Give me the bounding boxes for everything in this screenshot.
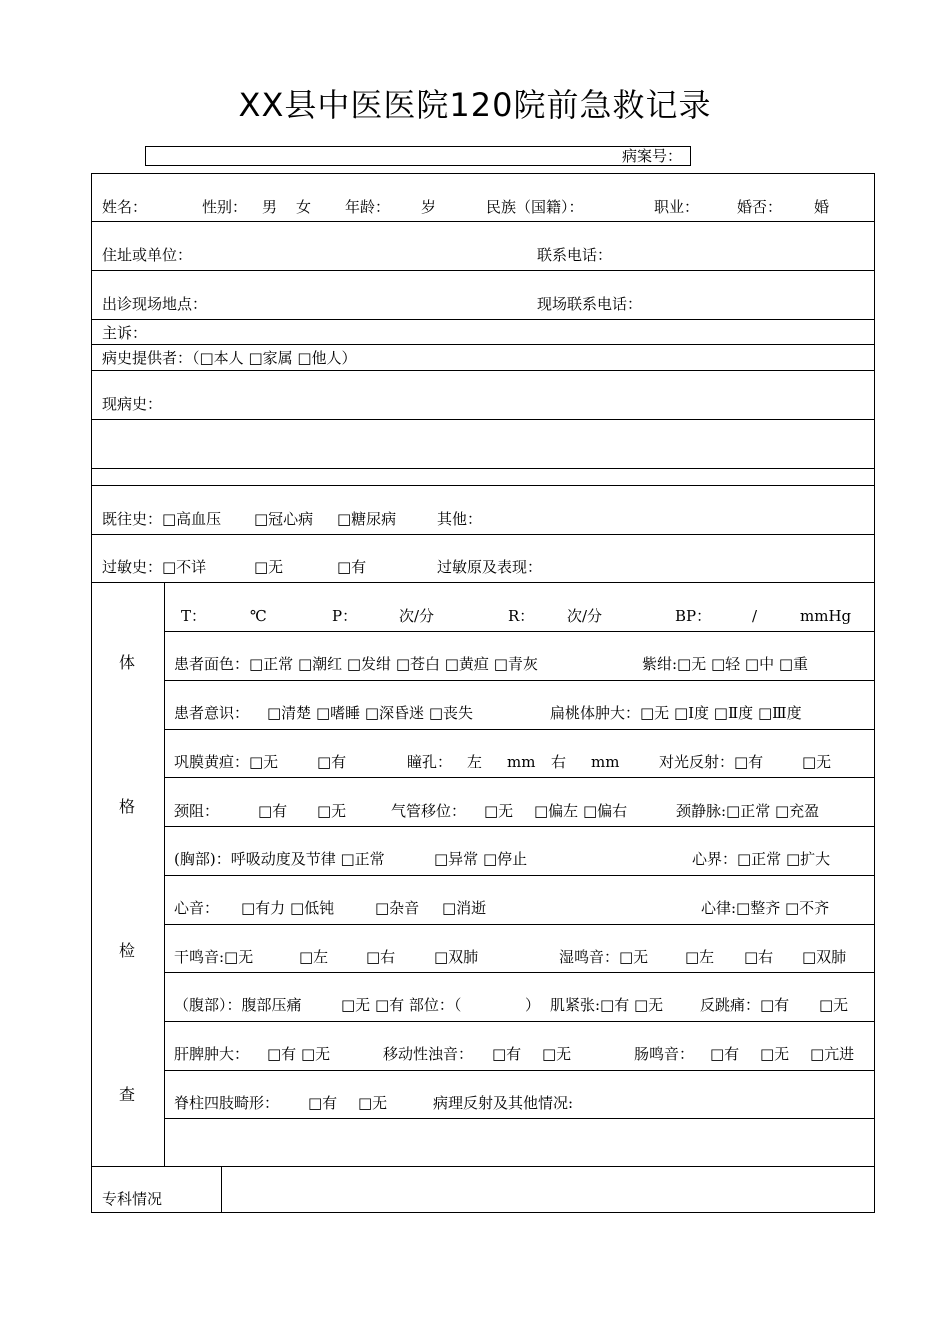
neck-stiffness-none[interactable]: □无: [317, 802, 347, 820]
bowel-sound-none[interactable]: □无: [760, 1045, 790, 1063]
heart-murmur-option[interactable]: □杂音: [375, 899, 420, 917]
dry-rale-left[interactable]: □左: [299, 948, 329, 966]
neck-stiffness-yes[interactable]: □有: [258, 802, 288, 820]
heart-border-options[interactable]: 心界：□正常 □扩大: [692, 850, 831, 868]
temperature-label: T：: [181, 607, 207, 625]
row-divider: [92, 319, 874, 320]
row-divider: [92, 221, 874, 222]
trachea-shift-none[interactable]: □无: [484, 802, 514, 820]
hepatosplenomegaly-label: 肝脾肿大：: [174, 1045, 250, 1063]
history-provider-options[interactable]: 病史提供者：（□本人 □家属 □他人）: [102, 349, 357, 367]
row-divider: [92, 534, 874, 535]
special-column-divider: [221, 1166, 222, 1212]
bp-label: BP：: [675, 607, 712, 625]
exam-side-label: 体: [119, 653, 136, 672]
exam-row-divider: [164, 680, 874, 681]
exam-row-divider: [164, 875, 874, 876]
pupil-right-label: 右: [551, 753, 567, 771]
abdomen-tenderness-label: （腹部）：腹部压痛: [174, 996, 302, 1014]
abdomen-site-close: ）: [525, 996, 541, 1014]
complaint-label: 主诉：: [102, 324, 148, 342]
allergy-unknown[interactable]: 过敏史：□不详: [102, 558, 207, 576]
exam-row-divider: [164, 1070, 874, 1071]
marital-label: 婚否：: [737, 198, 783, 216]
bp-slash: /: [752, 607, 758, 625]
exam-row-divider: [164, 777, 874, 778]
pupil-left-label: 左: [467, 753, 483, 771]
pupil-right-unit: mm: [591, 753, 620, 771]
light-reflex-yes[interactable]: 对光反射：□有: [659, 753, 764, 771]
site-phone-label: 现场联系电话：: [537, 295, 643, 313]
past-history-hypertension[interactable]: 既往史：□高血压: [102, 510, 222, 528]
pupil-label: 瞳孔：: [407, 753, 453, 771]
address-label: 住址或单位：: [102, 246, 193, 264]
name-label: 姓名：: [102, 198, 148, 216]
dry-rale-none[interactable]: 干鸣音:□无: [174, 948, 254, 966]
exam-row-divider: [164, 631, 874, 632]
shifting-dullness-none[interactable]: □无: [542, 1045, 572, 1063]
pulse-unit: 次/分: [399, 607, 435, 625]
row-divider: [92, 270, 874, 271]
age-label: 年龄：: [345, 198, 391, 216]
row-divider: [92, 1166, 874, 1167]
chest-breathing-normal[interactable]: (胸部)：呼吸动度及节律 □正常: [174, 850, 385, 868]
jugular-vein-options[interactable]: 颈静脉:□正常 □充盈: [676, 802, 820, 820]
heart-sound-options[interactable]: □有力 □低钝: [241, 899, 335, 917]
heart-rhythm-options[interactable]: 心律:□整齐 □不齐: [701, 899, 830, 917]
row-divider: [92, 582, 874, 583]
shifting-dullness-yes[interactable]: □有: [492, 1045, 522, 1063]
exam-row-divider: [164, 729, 874, 730]
emergency-record-form: [91, 173, 875, 1213]
shifting-dullness-label: 移动性浊音：: [383, 1045, 474, 1063]
exam-row-divider: [164, 924, 874, 925]
chest-breathing-options[interactable]: □异常 □停止: [434, 850, 528, 868]
consciousness-options[interactable]: □清楚 □嗜睡 □深昏迷 □丧失: [267, 704, 473, 722]
spine-deformity-yes[interactable]: □有: [308, 1094, 338, 1112]
bowel-sound-yes[interactable]: □有: [710, 1045, 740, 1063]
row-divider: [92, 468, 874, 469]
neck-stiffness-label: 颈阻：: [174, 802, 220, 820]
gender-male-option[interactable]: 男: [262, 198, 278, 216]
exam-side-label: 查: [119, 1085, 136, 1104]
wet-rale-right[interactable]: □右: [744, 948, 774, 966]
phone-label: 联系电话：: [537, 246, 613, 264]
row-divider: [92, 370, 874, 371]
bp-unit: mmHg: [800, 607, 852, 625]
muscle-tension-options[interactable]: 肌紧张:□有 □无: [550, 996, 664, 1014]
present-illness-label: 现病史：: [102, 395, 163, 413]
rebound-tenderness-none[interactable]: □无: [819, 996, 849, 1014]
cyanosis-options[interactable]: 紫绀:□无 □轻 □中 □重: [642, 655, 809, 673]
marital-option[interactable]: 婚: [814, 198, 830, 216]
respiration-unit: 次/分: [567, 607, 603, 625]
case-number-box[interactable]: [145, 146, 691, 166]
ethnic-label: 民族（国籍）：: [486, 198, 584, 216]
exam-side-label: 检: [119, 941, 136, 960]
abdomen-tenderness-options[interactable]: □无 □有 部位：（: [341, 996, 462, 1014]
special-condition-label: 专科情况: [102, 1190, 163, 1208]
pathological-reflex-label: 病理反射及其他情况:: [433, 1094, 574, 1112]
light-reflex-none[interactable]: □无: [802, 753, 832, 771]
exam-row-divider: [164, 1118, 874, 1119]
exam-column-divider: [164, 582, 165, 1166]
age-unit: 岁: [421, 198, 437, 216]
hepatosplenomegaly-options[interactable]: □有 □无: [267, 1045, 331, 1063]
exam-side-label: 格: [119, 797, 136, 816]
exam-row-divider: [164, 1021, 874, 1022]
bowel-sound-hyperactive[interactable]: □亢进: [810, 1045, 855, 1063]
bowel-sound-label: 肠鸣音：: [634, 1045, 695, 1063]
exam-row-divider: [164, 972, 874, 973]
gender-female-option[interactable]: 女: [296, 198, 312, 216]
temperature-unit: ℃: [250, 607, 267, 625]
page-title: XX县中医医院120院前急救记录: [238, 86, 712, 124]
dry-rale-right[interactable]: □右: [366, 948, 396, 966]
sclera-jaundice-yes[interactable]: □有: [317, 753, 347, 771]
spine-deformity-label: 脊柱四肢畸形：: [174, 1094, 280, 1112]
heart-sound-label: 心音：: [174, 899, 220, 917]
sclera-jaundice-none[interactable]: 巩膜黄疸：□无: [174, 753, 279, 771]
trachea-shift-options[interactable]: □偏左 □偏右: [534, 802, 628, 820]
spine-deformity-none[interactable]: □无: [358, 1094, 388, 1112]
job-label: 职业：: [654, 198, 700, 216]
past-history-chd[interactable]: □冠心病: [254, 510, 314, 528]
face-color-options[interactable]: 患者面色：□正常 □潮红 □发绀 □苍白 □黄疸 □青灰: [174, 655, 538, 673]
exam-row-divider: [164, 826, 874, 827]
pupil-left-unit: mm: [507, 753, 536, 771]
gender-label: 性别：: [202, 198, 248, 216]
wet-rale-both[interactable]: □双肺: [802, 948, 847, 966]
past-history-diabetes[interactable]: □糖尿病: [337, 510, 397, 528]
respiration-label: R：: [508, 607, 535, 625]
site-label: 出诊现场地点：: [102, 295, 208, 313]
trachea-shift-label: 气管移位：: [391, 802, 467, 820]
row-divider: [92, 419, 874, 420]
tonsil-options[interactable]: 扁桃体肿大：□无 □Ⅰ度 □Ⅱ度 □Ⅲ度: [550, 704, 802, 722]
wet-rale-left[interactable]: □左: [685, 948, 715, 966]
past-history-other-label: 其他：: [437, 510, 483, 528]
allergy-source-label: 过敏原及表现：: [437, 558, 543, 576]
pulse-label: P：: [332, 607, 358, 625]
dry-rale-both[interactable]: □双肺: [434, 948, 479, 966]
row-divider: [92, 344, 874, 345]
case-number-label: 病案号：: [621, 147, 682, 165]
heart-sound-vanish-option[interactable]: □消逝: [442, 899, 487, 917]
wet-rale-none[interactable]: 湿鸣音：□无: [559, 948, 649, 966]
consciousness-label: 患者意识：: [174, 704, 250, 722]
allergy-none[interactable]: □无: [254, 558, 284, 576]
allergy-yes[interactable]: □有: [337, 558, 367, 576]
row-divider: [92, 485, 874, 486]
rebound-tenderness-yes[interactable]: 反跳痛：□有: [700, 996, 790, 1014]
